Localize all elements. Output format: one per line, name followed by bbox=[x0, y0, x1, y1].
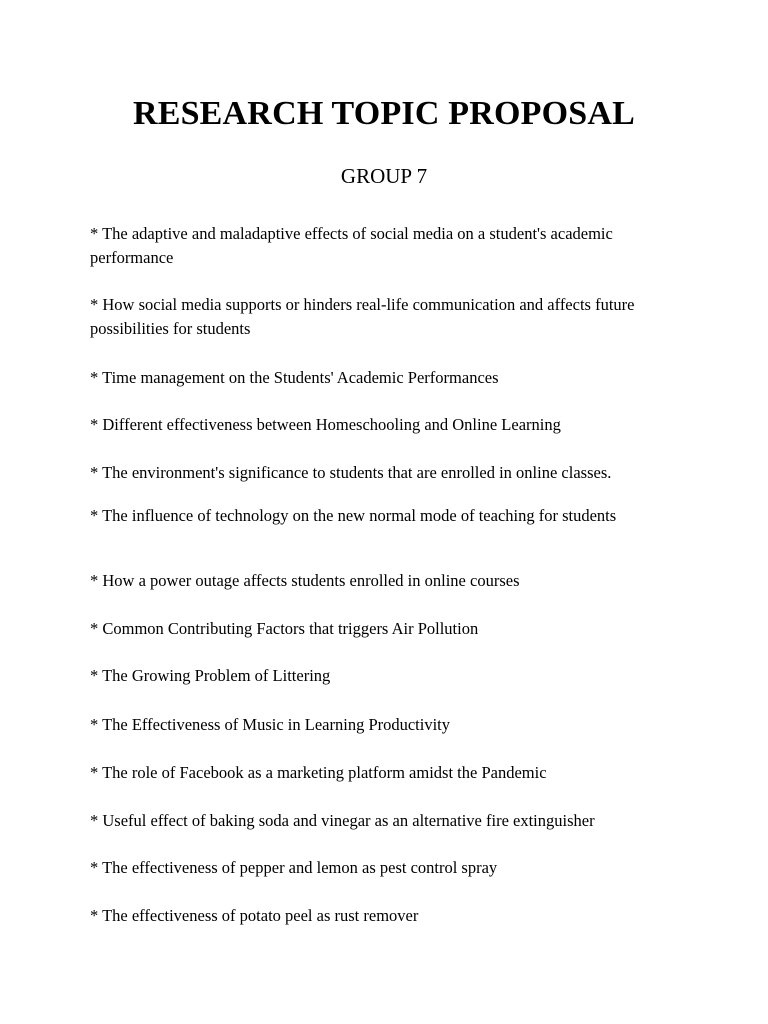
topic-item: * Useful effect of baking soda and vinegar as an alternative fire extinguisher bbox=[90, 811, 595, 830]
topic-item: * The Effectiveness of Music in Learning Productivity bbox=[90, 715, 451, 734]
topic-item: * The adaptive and maladaptive effects of social media on a student's academic performance bbox=[90, 224, 613, 267]
document-title: RESEARCH TOPIC PROPOSAL bbox=[132, 95, 636, 132]
topic-item: * The influence of technology on the new normal mode of teaching for students bbox=[90, 506, 617, 525]
topic-item: * The effectiveness of potato peel as rust remover bbox=[90, 906, 419, 925]
topic-item: * The role of Facebook as a marketing platform amidst the Pandemic bbox=[90, 763, 547, 782]
topic-item: * How a power outage affects students enrolled in online courses bbox=[90, 571, 520, 590]
topic-item: * Different effectiveness between Homeschooling and Online Learning bbox=[90, 415, 561, 434]
document-subtitle: GROUP 7 bbox=[340, 164, 428, 188]
topic-item: * The environment's significance to students that are enrolled in online classes. bbox=[90, 463, 612, 482]
topic-item: * The effectiveness of pepper and lemon as pest control spray bbox=[90, 858, 498, 877]
topic-item: * The Growing Problem of Littering bbox=[90, 666, 331, 685]
topic-item: * How social media supports or hinders real-life communication and affects future possibilities for students bbox=[90, 295, 635, 338]
topic-item: * Common Contributing Factors that triggers Air Pollution bbox=[90, 619, 479, 638]
topic-item: * Time management on the Students' Academic Performances bbox=[90, 368, 499, 387]
